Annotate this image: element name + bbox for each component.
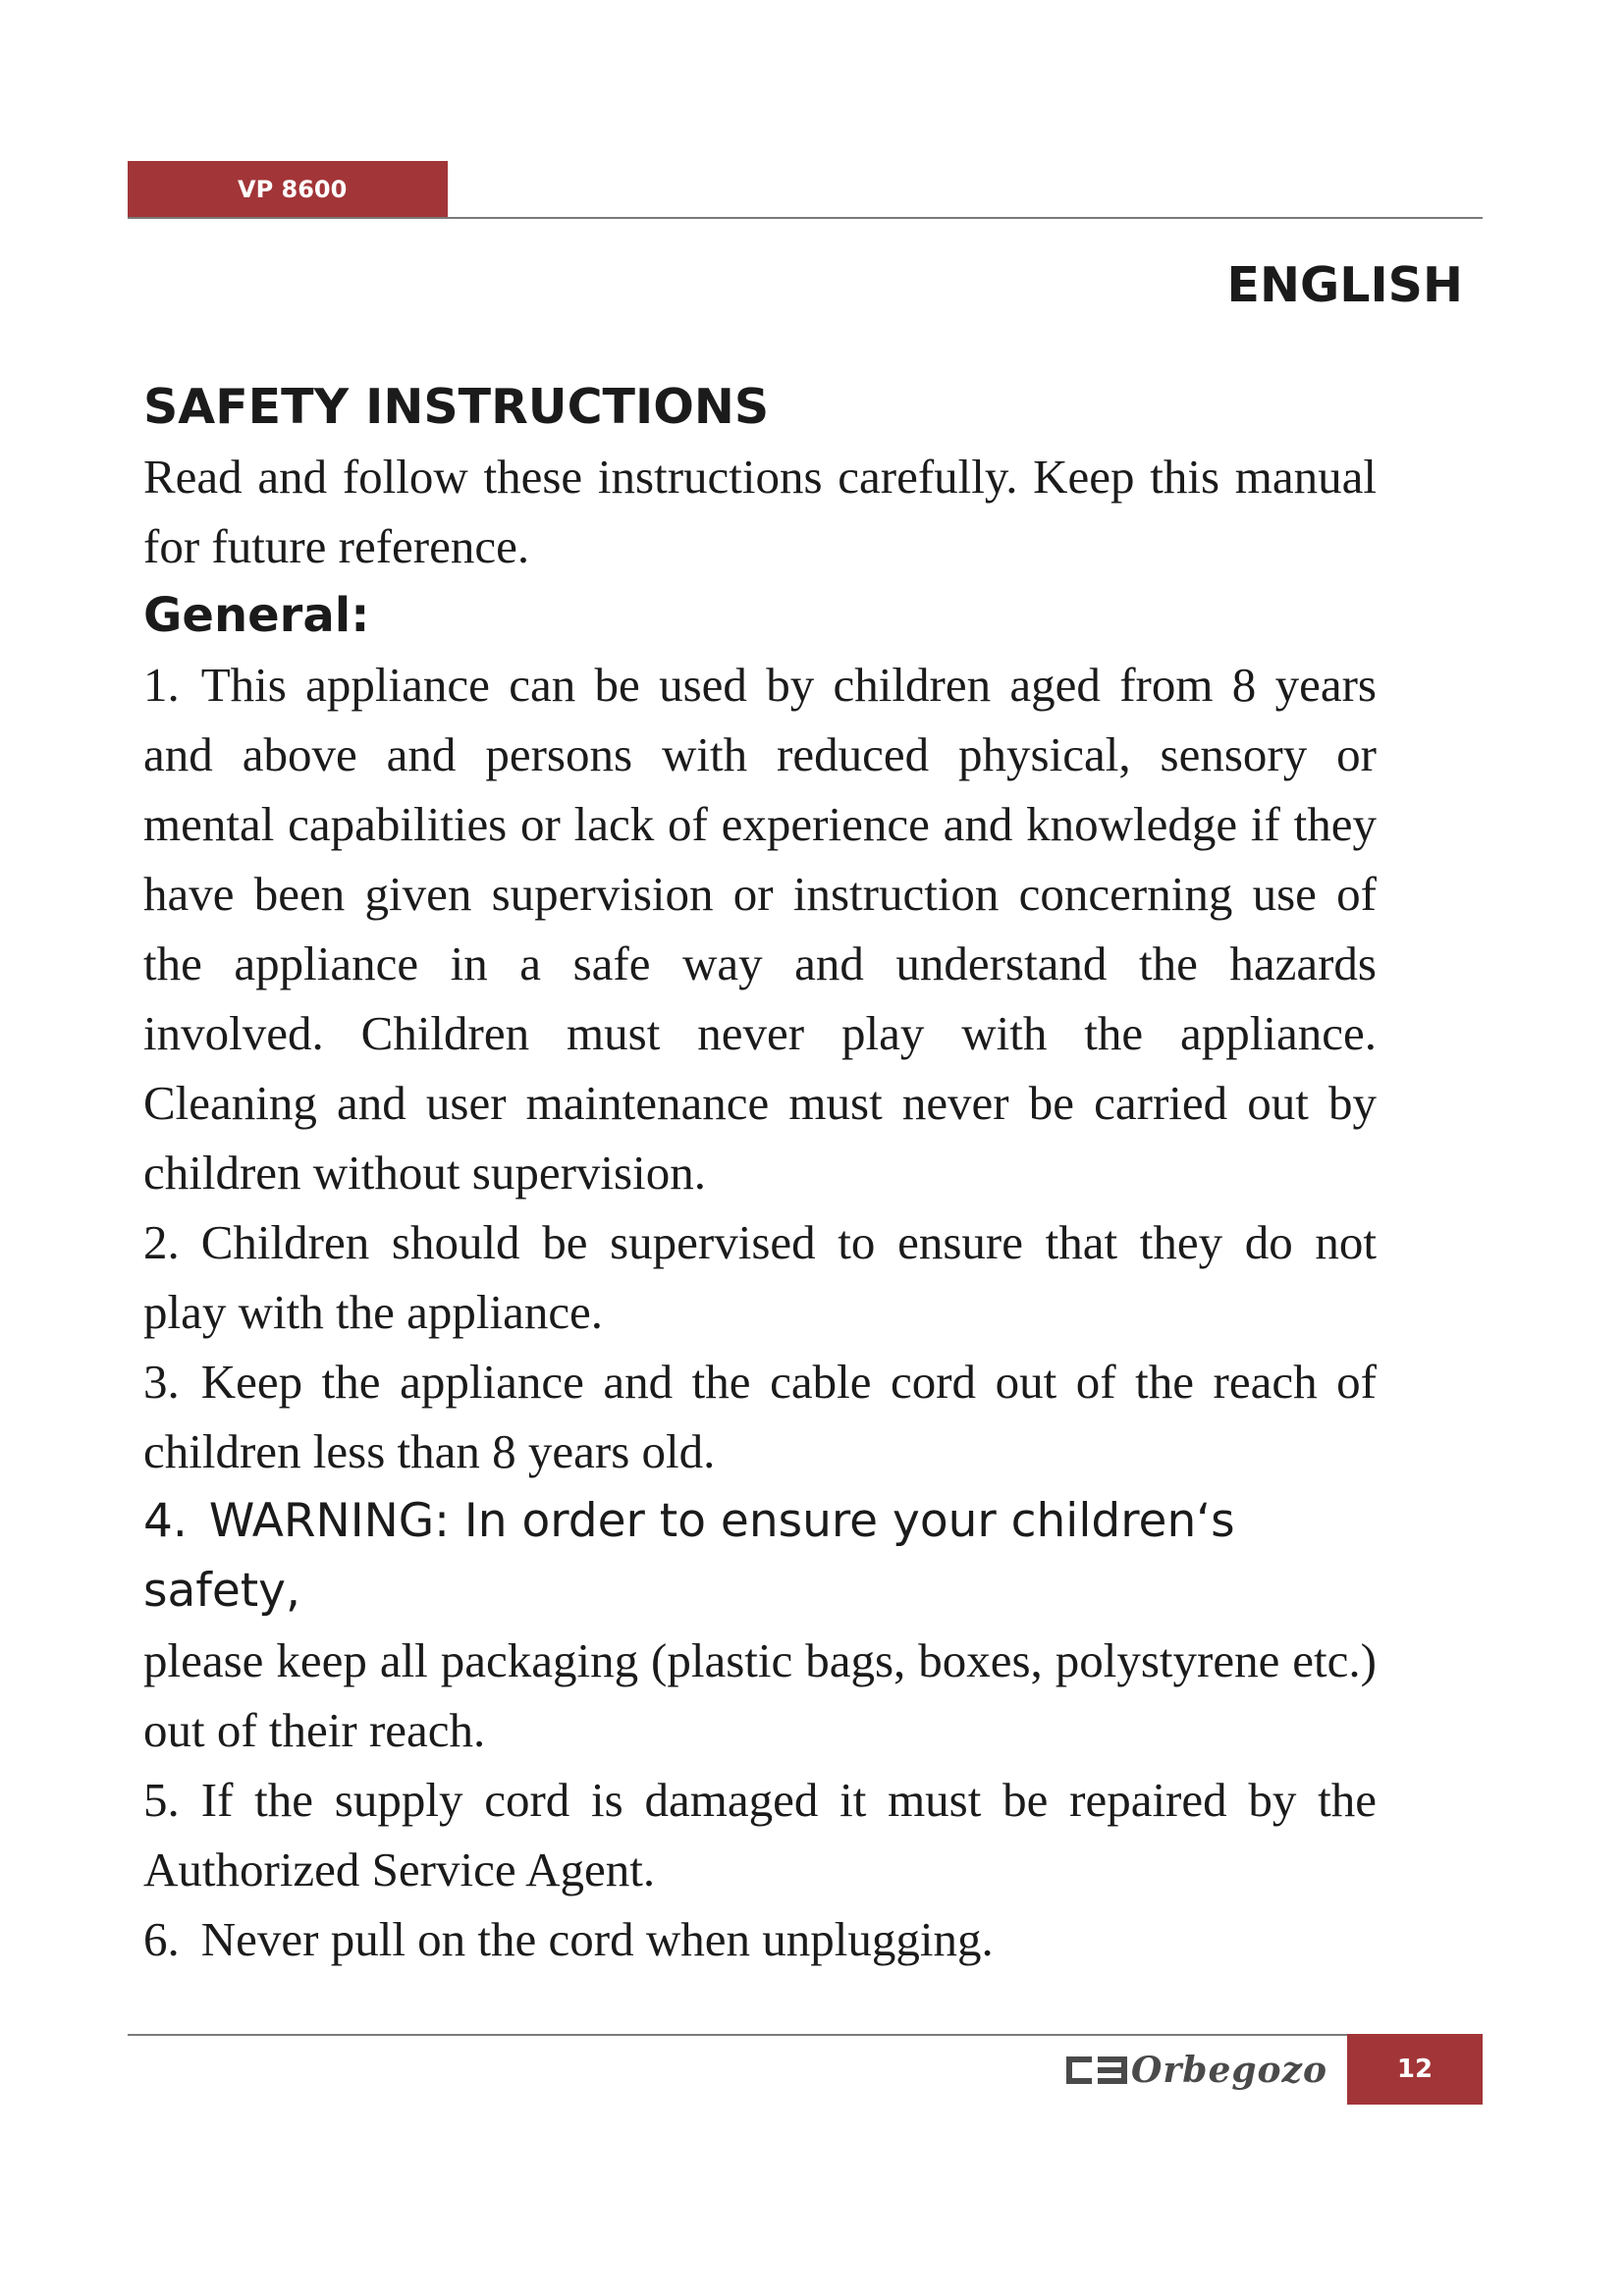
list-item [143,650,1377,1207]
language-heading: ENGLISH [1226,257,1463,313]
item-text: please keep all packaging (plastic bags, boxes, polystyrene etc.) out of their reach. [143,1633,1377,1757]
brand-logo [1066,2041,1327,2100]
item-number: 6. [143,1912,180,1966]
item-text: This appliance can be used by children aged from 8 years and above and persons with reduced physical, sensory or mental capabilities or lack of experience and knowledge if they have been given supervision or instruction concerning use of the appliance in a safe way and understand the hazards involved. Children must never play with the appliance. Cleaning and user maintenance must never be carried out by children without supervision. [143,658,1377,1200]
warning-lead: WARNING: In order to ensure your children‘s safety, [143,1494,1235,1618]
list-item [143,1486,1377,1765]
item-text: Never pull on the cord when unplugging. [200,1912,994,1966]
brand-name: Orbegozo [1130,2050,1327,2091]
safety-list [143,650,1377,1974]
item-number: 1. [143,658,180,712]
model-label: VP 8600 [128,161,448,218]
list-item [143,1765,1377,1904]
list-item [143,1347,1377,1486]
header-divider [128,217,1483,219]
item-number: 2. [143,1215,180,1269]
item-text: If the supply cord is damaged it must be repaired by the Authorized Service Agent. [143,1773,1377,1896]
item-number: 3. [143,1355,180,1409]
footer-divider [128,2034,1483,2036]
warning-line [143,1486,1377,1626]
brand-mark-icon [1066,2056,1119,2084]
list-item [143,1904,1377,1974]
section-title: SAFETY INSTRUCTIONS [143,379,770,435]
main-content [143,373,1377,1974]
list-item [143,1207,1377,1347]
item-number: 4. [143,1494,188,1548]
page-number: 12 [1347,2034,1483,2105]
item-number: 5. [143,1773,180,1827]
general-subtitle: General: [143,588,370,643]
intro-paragraph: Read and follow these instructions carefully. Keep this manual for future reference. [143,450,1377,573]
item-text: Children should be supervised to ensure that they do not play with the appliance. [143,1215,1377,1339]
item-text: Keep the appliance and the cable cord out of the reach of children less than 8 years old. [143,1355,1377,1478]
